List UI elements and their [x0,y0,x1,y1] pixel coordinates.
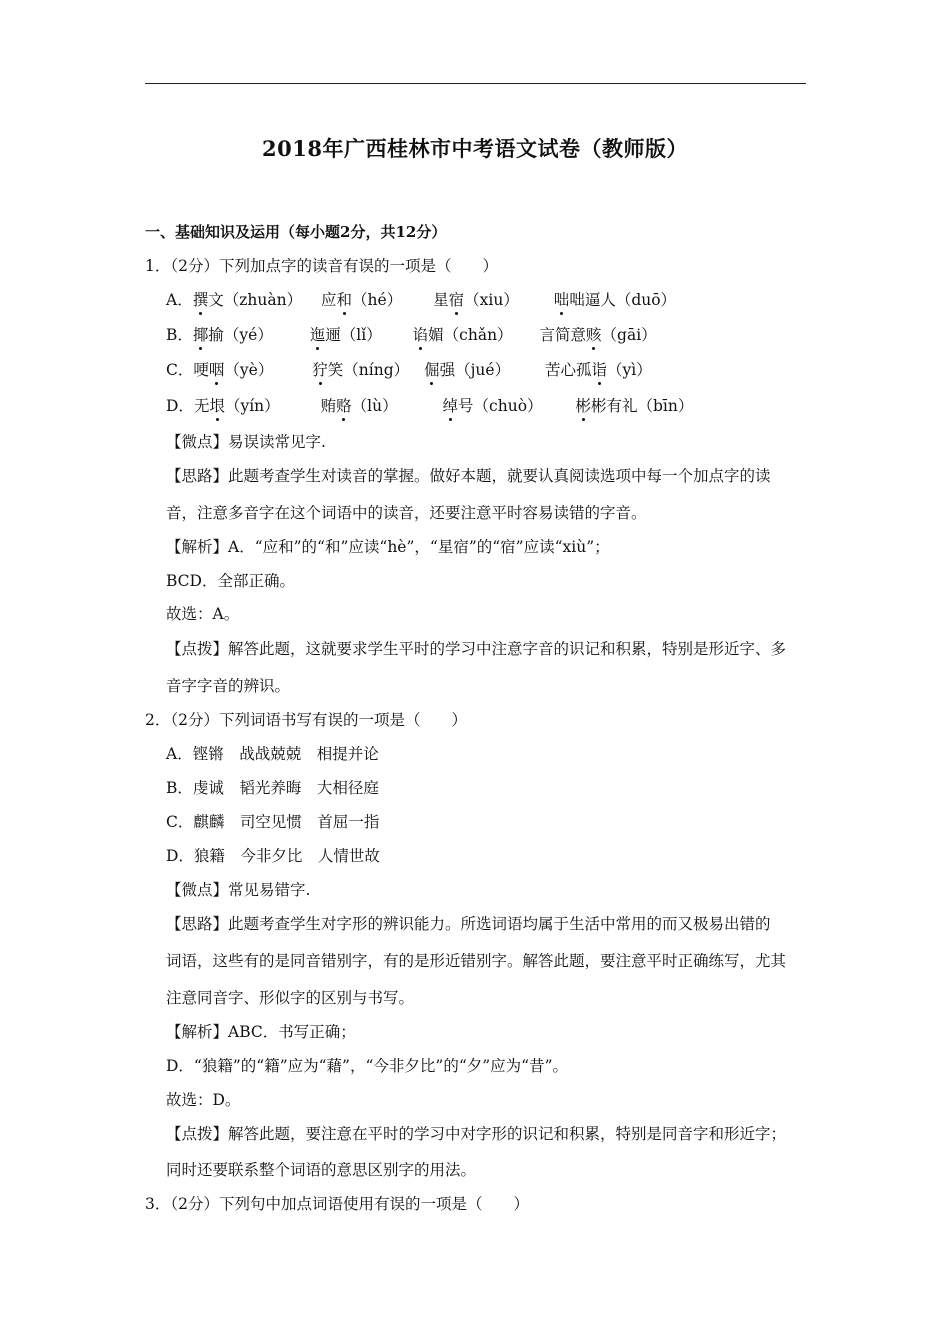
question-2-answer: 故选：D。 [166,1091,241,1109]
question-1-jiexi-line-2: BCD．全部正确。 [166,572,295,590]
question-2-weidian: 【微点】常见易错字. [166,881,311,899]
question-2-jiexi-line-2: D．“狼籍”的“籍”应为“藉”，“今非夕比”的“夕”应为“昔”。 [166,1057,569,1075]
question-1-option-d [166,396,693,416]
question-2-silu-line-1: 【思路】此题考查学生对字形的辨识能力。所选词语均属于生活中常用的而又极易出错的 [166,915,771,933]
word-text: 星 [433,291,449,309]
dotted-char: 赂 [336,397,352,415]
word-text: 媚（chǎn） [428,326,513,344]
word-text: 言简意 [539,326,587,344]
question-1-answer: 故选：A。 [166,605,240,623]
word-text: 揄（yé） [208,326,273,344]
word-text: 应 [321,291,337,309]
question-2-dianbo-line-2: 同时还要联系整个词语的意思区别字的用法。 [166,1161,477,1179]
dotted-char: 揶 [192,326,209,344]
question-1-silu-line-2: 音，注意多音字在这个词语中的读音，还要注意平时容易读错的字音。 [166,504,647,522]
question-1-option-b [166,325,657,345]
question-1-jiexi-line-1: 【解析】A．“应和”的“和”应读“hè”，“星宿”的“宿”应读“xiù”； [166,538,610,556]
word-text: 咄逼人（duō） [569,291,677,309]
option-label: D． [166,397,194,415]
question-1-stem: 1．（2分）下列加点字的读音有误的一项是（ ） [145,257,498,275]
header-rule [145,83,806,84]
question-1-dianbo-line-1: 【点拨】解答此题，这就要求学生平时的学习中注意字音的识记和积累，特别是形近字、多 [166,640,787,658]
question-2-option-a: A．铿锵 战战兢兢 相提并论 [166,745,379,763]
word-text: （lù） [351,397,398,415]
page-title: 2018年广西桂林市中考语文试卷（教师版） [262,136,688,161]
dotted-char: 垠 [209,397,225,415]
question-3-stem: 3．（2分）下列句中加点词语使用有误的一项是（ ） [145,1195,529,1213]
dotted-char: 宿 [448,291,465,309]
word-text: （gāi） [601,326,657,344]
word-text: 笑（níng） [327,361,410,379]
option-label: B． [166,326,193,344]
dotted-char: 谄 [412,326,429,344]
word-text: 贿 [320,397,337,415]
dotted-char: 狞 [312,361,328,379]
question-1-option-a [166,290,676,310]
word-text: 无 [193,397,210,415]
question-2-option-b: B．虔诚 韬光养晦 大相径庭 [166,779,379,797]
word-text: （yín） [224,397,280,415]
dotted-char: 倔 [424,361,440,379]
question-2-option-d: D．狼籍 今非夕比 人情世故 [166,847,380,865]
word-text: 哽 [193,361,209,379]
question-2-stem: 2．（2分）下列词语书写有误的一项是（ ） [145,711,467,729]
word-text: 逦（lǐ） [325,326,382,344]
question-2-dianbo-line-1: 【点拨】解答此题，要注意在平时的学习中对字形的识记和积累，特别是同音字和形近字； [166,1125,787,1143]
dotted-char: 咄 [553,291,570,309]
word-text: 强（jué） [439,361,511,379]
option-label: C． [166,361,194,379]
word-text: （yì） [607,361,652,379]
dotted-char: 彬 [575,397,591,415]
dotted-char: 咽 [208,361,225,379]
question-2-option-c: C．麒麟 司空见惯 首屈一指 [166,813,380,831]
word-text: （hé） [352,291,403,309]
dotted-char: 诣 [591,361,608,379]
section-heading: 一、基础知识及运用（每小题2分，共12分） [145,223,447,241]
question-1-dianbo-line-2: 音字字音的辨识。 [166,677,291,695]
dotted-char: 撰 [192,291,209,309]
word-text: （xiu） [464,291,519,309]
question-1-silu-line-1: 【思路】此题考查学生对读音的掌握。做好本题，就要认真阅读选项中每一个加点字的读 [166,467,771,485]
question-2-silu-line-3: 注意同音字、形似字的区别与书写。 [166,989,415,1007]
word-text: 苦心孤 [545,361,592,379]
word-text: （yè） [224,361,274,379]
dotted-char: 赅 [586,326,602,344]
question-2-jiexi-line-1: 【解析】ABC．书写正确； [166,1023,356,1041]
dotted-char: 迤 [309,326,326,344]
word-text: 号（chuò） [458,397,543,415]
word-text: 彬有礼（bīn） [590,397,694,415]
dotted-char: 绰 [442,397,459,415]
question-1-option-c [166,360,652,380]
dotted-char: 和 [336,291,353,309]
word-text: 文（zhuàn） [208,291,303,309]
question-2-silu-line-2: 词语，这些有的是同音错别字，有的是形近错别字。解答此题，要注意平时正确练写，尤其 [166,952,787,970]
question-1-weidian: 【微点】易误读常见字. [166,433,326,451]
option-label: A． [166,291,193,309]
